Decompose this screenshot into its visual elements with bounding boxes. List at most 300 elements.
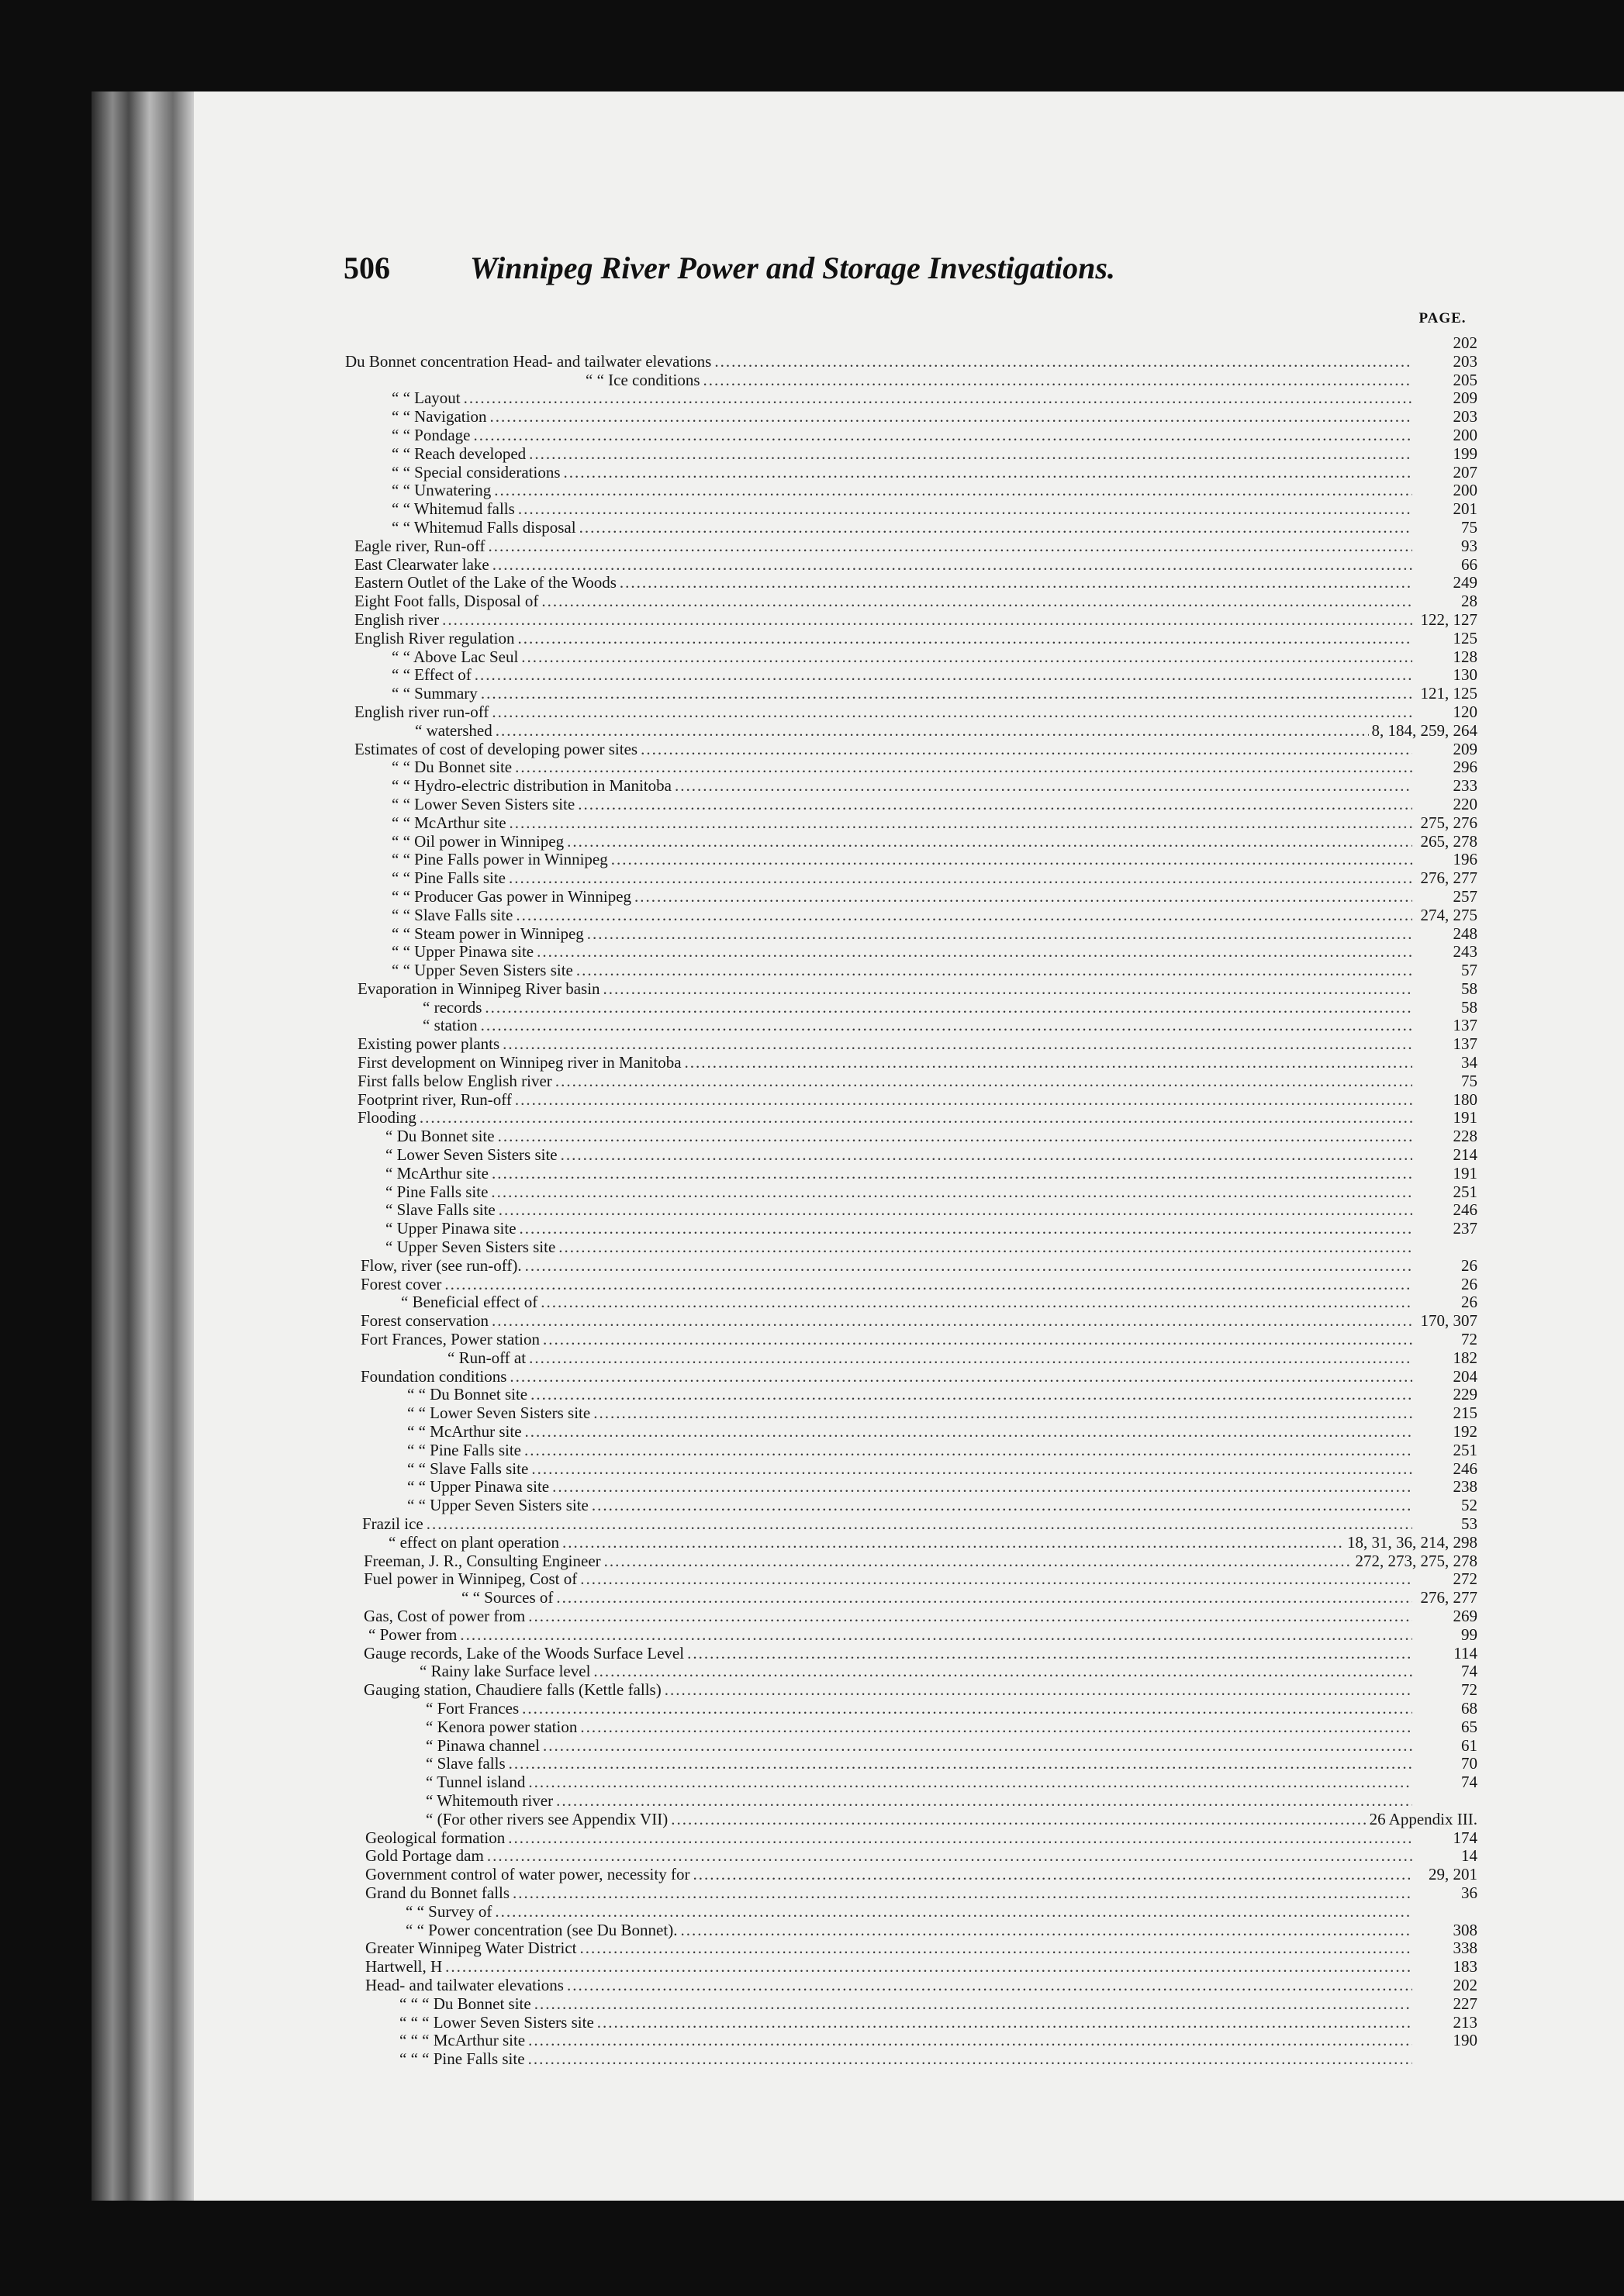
index-entry — [345, 464, 1477, 482]
index-entry-text: Forest conservation — [361, 1311, 489, 1331]
leader-dots — [515, 758, 1412, 777]
index-entry — [345, 2050, 1477, 2069]
index-entry-page: 215 — [1453, 1403, 1477, 1423]
leader-dots — [420, 1109, 1412, 1127]
index-entry-page: 121, 125 — [1420, 684, 1477, 703]
leader-dots — [445, 1958, 1412, 1977]
index-entry-page: 276, 277 — [1420, 1588, 1477, 1607]
index-entry — [345, 500, 1477, 519]
index-entry — [345, 445, 1477, 464]
index-entry-page: 246 — [1453, 1200, 1477, 1220]
leader-dots — [555, 1072, 1412, 1091]
index-entry-page: 191 — [1453, 1163, 1477, 1183]
index-entry-text: “ “ Steam power in Winnipeg — [392, 924, 584, 943]
index-entry-page: 251 — [1453, 1182, 1477, 1201]
leader-dots — [492, 703, 1412, 722]
index-entry — [345, 814, 1477, 833]
index-entry-text: Existing power plants — [358, 1034, 500, 1054]
index-entry-page: 308 — [1453, 1920, 1477, 1939]
index-entry-page: 93 — [1461, 536, 1477, 555]
index-entry-text: “ “ “ McArthur site — [399, 2031, 526, 2050]
leader-dots — [680, 1921, 1412, 1940]
leader-dots — [528, 1773, 1412, 1792]
index-entry-text: English River regulation — [354, 628, 515, 647]
index-entry — [345, 962, 1477, 980]
index-entry-page: 36 — [1461, 1883, 1477, 1902]
index-entry — [345, 1515, 1477, 1534]
leader-dots — [587, 925, 1412, 944]
leader-dots — [534, 1995, 1412, 2014]
index-entry-page: 57 — [1461, 961, 1477, 980]
leader-dots — [492, 1312, 1412, 1331]
leader-dots — [687, 1645, 1412, 1663]
leader-dots — [464, 389, 1412, 408]
leader-dots — [597, 2014, 1412, 2032]
index-entry-text: “ “ Pine Falls site — [407, 1440, 521, 1459]
index-entry — [345, 1995, 1477, 2014]
leader-dots — [675, 777, 1412, 796]
index-entry-page: 137 — [1453, 1034, 1477, 1054]
index-entry-text: “ “ Du Bonnet site — [407, 1385, 528, 1404]
index-entry-text: “ Slave falls — [426, 1754, 506, 1773]
index-entry-text: “ “ Slave Falls site — [392, 905, 513, 924]
leader-dots — [541, 592, 1412, 611]
index-entry-page: 114 — [1453, 1643, 1477, 1662]
index-entry-text: “ “ McArthur site — [392, 813, 506, 832]
leader-dots — [522, 1700, 1412, 1718]
index-entry-text: “ “ Sources of — [461, 1588, 554, 1607]
index-entry — [345, 648, 1477, 667]
index-entry — [345, 1829, 1477, 1848]
index-entry-text: Eight Foot falls, Disposal of — [354, 592, 539, 611]
leader-dots — [552, 1478, 1412, 1497]
index-entry-page: 18, 31, 36, 214, 298 — [1347, 1532, 1477, 1552]
index-entry-page: 227 — [1453, 1994, 1477, 2013]
index-entry — [345, 408, 1477, 426]
index-entry-page: 228 — [1453, 1127, 1477, 1146]
index-entry — [345, 1423, 1477, 1441]
index-entry — [345, 1755, 1477, 1773]
index-entry — [345, 925, 1477, 944]
leader-dots — [529, 445, 1412, 464]
index-entry-page: 233 — [1453, 776, 1477, 796]
index-entry-text: “ “ Du Bonnet site — [392, 758, 513, 777]
leader-dots — [714, 353, 1412, 371]
leader-dots — [530, 1386, 1412, 1404]
index-entry-text: Freeman, J. R., Consulting Engineer — [364, 1551, 601, 1570]
index-entry-page: 72 — [1461, 1330, 1477, 1349]
leader-dots — [495, 1903, 1412, 1921]
index-entry-text: “ “ Ice conditions — [586, 370, 700, 389]
index-entry-page: 29, 201 — [1429, 1865, 1477, 1884]
leader-dots — [543, 1737, 1412, 1756]
index-entry — [345, 758, 1477, 777]
index-entry-text: Estimates of cost of developing power sites — [354, 739, 638, 758]
leader-dots — [567, 1977, 1412, 1995]
leader-dots — [641, 741, 1412, 759]
index-entry-page: 58 — [1461, 979, 1477, 998]
index-entry — [345, 1589, 1477, 1607]
index-entry — [345, 537, 1477, 556]
leader-dots — [487, 1847, 1412, 1866]
index-entry — [345, 1146, 1477, 1165]
index-entry — [345, 1773, 1477, 1792]
index-entry-text: “ Upper Seven Sisters site — [385, 1238, 556, 1257]
index-entry-page: 122, 127 — [1420, 609, 1477, 629]
index-entry-page: 200 — [1453, 425, 1477, 444]
index-entry — [345, 1368, 1477, 1386]
leader-dots — [509, 869, 1412, 888]
index-entry-text: Eastern Outlet of the Lake of the Woods — [354, 573, 617, 592]
index-entry — [345, 1534, 1477, 1552]
index-entry — [345, 1645, 1477, 1663]
index-entry — [345, 1183, 1477, 1202]
index-entry-text: Head- and tailwater elevations — [365, 1975, 564, 1994]
leader-dots — [492, 1165, 1412, 1183]
index-entry-text: Greater Winnipeg Water District — [365, 1939, 577, 1958]
leader-dots — [489, 408, 1412, 426]
index-entry-page: 174 — [1453, 1828, 1477, 1847]
index-entry-text: “ “ Upper Pinawa site — [407, 1477, 550, 1497]
index-entry-page: 183 — [1453, 1957, 1477, 1977]
index-entry-text: “ effect on plant operation — [389, 1532, 560, 1552]
index-entry — [345, 1570, 1477, 1589]
index-entry-page: 130 — [1453, 665, 1477, 685]
index-entry — [345, 1220, 1477, 1238]
index-entry-text: “ “ Unwatering — [392, 481, 492, 500]
leader-dots — [561, 1146, 1412, 1165]
index-entry — [345, 574, 1477, 592]
index-entry-page: 26 — [1461, 1255, 1477, 1275]
index-entry-page: 99 — [1461, 1624, 1477, 1644]
index-entry-page: 182 — [1453, 1348, 1477, 1367]
index-entry — [345, 1718, 1477, 1737]
leader-dots — [494, 482, 1412, 500]
index-entry — [345, 1072, 1477, 1091]
index-entry-text: “ “ Pine Falls site — [392, 868, 506, 888]
index-entry-text: Gauging station, Chaudiere falls (Kettle falls) — [364, 1680, 662, 1700]
leader-dots — [460, 1626, 1412, 1645]
index-entry — [345, 906, 1477, 925]
leader-dots — [525, 1423, 1412, 1441]
index-entry-page: 66 — [1461, 554, 1477, 574]
index-entry — [345, 353, 1477, 371]
leader-dots — [525, 1257, 1412, 1276]
index-entry-page: 28 — [1461, 592, 1477, 611]
index-entry — [345, 592, 1477, 611]
index-entry-page: 269 — [1453, 1606, 1477, 1625]
index-entry-page: 192 — [1453, 1422, 1477, 1441]
index-entry-text: Flooding — [358, 1108, 416, 1127]
index-entry-page: 8, 184, 259, 264 — [1371, 720, 1477, 740]
index-entry — [345, 1737, 1477, 1756]
index-entry-page: 200 — [1453, 481, 1477, 500]
index-entry — [345, 1552, 1477, 1571]
index-entry-text: “ “ Effect of — [392, 665, 472, 685]
index-entry-page: 272 — [1453, 1569, 1477, 1589]
index-entry-page: 72 — [1461, 1680, 1477, 1700]
index-entry — [345, 1958, 1477, 1977]
index-entry — [345, 1349, 1477, 1368]
index-entry-page: 209 — [1453, 739, 1477, 758]
index-entry-page: 203 — [1453, 351, 1477, 371]
index-entry-page: 205 — [1453, 370, 1477, 389]
index-entry-page: 180 — [1453, 1089, 1477, 1109]
index-entry-page: 207 — [1453, 462, 1477, 482]
index-entry — [345, 833, 1477, 851]
index-entry-page: 75 — [1461, 1071, 1477, 1090]
index-entry-text: “ records — [423, 997, 482, 1017]
leader-dots — [491, 1183, 1412, 1202]
leader-dots — [481, 1017, 1412, 1035]
leader-dots — [503, 1035, 1412, 1054]
leader-dots — [509, 1755, 1412, 1773]
index-entry — [345, 1460, 1477, 1479]
index-entry-text: “ Lower Seven Sisters site — [385, 1145, 558, 1165]
index-entry — [345, 1921, 1477, 1940]
index-entry-text: “ Du Bonnet site — [385, 1127, 495, 1146]
leader-dots — [611, 851, 1412, 869]
leader-dots — [593, 1662, 1412, 1681]
index-list — [345, 334, 1477, 2069]
index-entry-text: “ “ Survey of — [406, 1901, 492, 1921]
index-entry — [345, 1165, 1477, 1183]
index-entry-page: 65 — [1461, 1717, 1477, 1736]
index-entry — [345, 630, 1477, 648]
index-entry-page: 75 — [1461, 517, 1477, 537]
index-entry — [345, 1811, 1477, 1829]
index-entry-page: 52 — [1461, 1496, 1477, 1515]
index-entry-page: 26 — [1461, 1293, 1477, 1312]
index-entry-text: “ “ Whitemud falls — [392, 499, 515, 519]
index-entry-text: “ “ Pine Falls power in Winnipeg — [392, 850, 608, 869]
index-entry — [345, 611, 1477, 630]
index-entry-page: 275, 276 — [1420, 813, 1477, 832]
leader-dots — [543, 1331, 1412, 1349]
index-entry — [345, 1035, 1477, 1054]
leader-dots — [528, 2032, 1412, 2050]
index-entry-text: “ McArthur site — [385, 1163, 489, 1183]
index-entry-page: 248 — [1453, 924, 1477, 943]
index-entry-text: “ “ Special considerations — [392, 462, 561, 482]
index-entry-text: Grand du Bonnet falls — [365, 1883, 510, 1902]
index-entry-text: “ “ Producer Gas power in Winnipeg — [392, 886, 632, 906]
index-entry — [345, 2032, 1477, 2050]
index-entry-text: Fuel power in Winnipeg, Cost of — [364, 1569, 578, 1589]
index-entry-text: Gas, Cost of power from — [364, 1606, 526, 1625]
index-entry-page: 204 — [1453, 1366, 1477, 1386]
leader-dots — [520, 1220, 1412, 1238]
index-entry — [345, 1257, 1477, 1276]
index-entry-text: “ Whitemouth river — [426, 1790, 554, 1810]
index-entry-text: Evaporation in Winnipeg River basin — [358, 979, 600, 998]
index-entry — [345, 685, 1477, 703]
index-entry — [345, 2014, 1477, 2032]
leader-dots — [475, 666, 1412, 685]
leader-dots — [508, 1829, 1412, 1848]
index-entry — [345, 1054, 1477, 1072]
index-entry-text: “ Pinawa channel — [426, 1735, 540, 1755]
index-entry-page: 196 — [1453, 850, 1477, 869]
index-entry-page: 61 — [1461, 1735, 1477, 1755]
leader-dots — [485, 999, 1412, 1017]
index-entry-text: “ Rainy lake Surface level — [420, 1662, 591, 1681]
index-entry-text: “ “ Lower Seven Sisters site — [407, 1403, 591, 1423]
index-entry-page: 201 — [1453, 499, 1477, 519]
index-entry-page: 238 — [1453, 1477, 1477, 1497]
leader-dots — [620, 574, 1412, 592]
index-entry — [345, 482, 1477, 500]
index-entry-text: First falls below English river — [358, 1071, 552, 1090]
index-entry-page: 53 — [1461, 1514, 1477, 1533]
leader-dots — [513, 1884, 1412, 1903]
index-entry-text: English river — [354, 609, 440, 629]
index-entry-text: First development on Winnipeg river in Manitoba — [358, 1053, 682, 1072]
index-entry-page: 214 — [1453, 1145, 1477, 1165]
index-entry — [345, 999, 1477, 1017]
leader-dots — [556, 1589, 1412, 1607]
page-number: 506 — [344, 250, 390, 285]
index-entry-page: 199 — [1453, 444, 1477, 463]
leader-dots — [564, 464, 1412, 482]
index-entry-page: 68 — [1461, 1698, 1477, 1718]
index-entry-text: “ “ Whitemud Falls disposal — [392, 517, 576, 537]
index-entry-page: 213 — [1453, 2012, 1477, 2032]
index-entry-text: Gold Portage dam — [365, 1846, 484, 1866]
index-entry-page: 338 — [1453, 1939, 1477, 1958]
index-entry-text: “ Pine Falls site — [385, 1182, 489, 1201]
index-entry — [345, 1497, 1477, 1515]
index-entry-text: “ “ Upper Pinawa site — [392, 942, 534, 962]
index-entry — [345, 1847, 1477, 1866]
index-entry — [345, 519, 1477, 537]
index-entry-page: 246 — [1453, 1459, 1477, 1478]
index-entry — [345, 1607, 1477, 1626]
leader-dots — [515, 1091, 1412, 1110]
index-entry-text: Flow, river (see run-off). — [361, 1255, 522, 1275]
index-entry — [345, 1276, 1477, 1294]
index-entry-text: Eagle river, Run-off — [354, 536, 485, 555]
index-entry — [345, 1441, 1477, 1460]
index-entry-page: 34 — [1461, 1053, 1477, 1072]
index-entry-page: 203 — [1453, 407, 1477, 426]
leader-dots — [567, 833, 1412, 851]
index-entry-page: 120 — [1453, 702, 1477, 721]
index-entry — [345, 722, 1477, 741]
index-entry-page: 70 — [1461, 1754, 1477, 1773]
leader-dots — [496, 722, 1369, 741]
index-entry-text: “ “ “ Lower Seven Sisters site — [399, 2012, 594, 2032]
index-entry-page: 74 — [1461, 1662, 1477, 1681]
index-entry-text: “ Power from — [368, 1624, 458, 1644]
index-entry-text: “ “ Summary — [392, 684, 478, 703]
index-entry-text: “ “ Oil power in Winnipeg — [392, 831, 565, 851]
leader-dots — [492, 556, 1412, 575]
page-column-heading: PAGE. — [1418, 310, 1467, 326]
index-entry — [345, 1331, 1477, 1349]
index-entry-text: “ Fort Frances — [426, 1698, 520, 1718]
index-entry-page: 202 — [1453, 333, 1477, 352]
index-entry-page: 58 — [1461, 997, 1477, 1017]
index-entry-text: “ Run-off at — [447, 1348, 527, 1367]
index-entry — [345, 1662, 1477, 1681]
index-entry-text: “ “ Navigation — [392, 407, 487, 426]
index-entry — [345, 796, 1477, 814]
leader-dots — [580, 1718, 1412, 1737]
leader-dots — [579, 519, 1412, 537]
index-entry-text: Hartwell, H — [365, 1957, 443, 1977]
leader-dots — [528, 1607, 1412, 1626]
index-entry-text: “ “ Upper Seven Sisters site — [392, 961, 573, 980]
book-page-edge — [92, 91, 208, 2201]
index-entry — [345, 1884, 1477, 1903]
index-entry — [345, 426, 1477, 445]
leader-dots — [541, 1293, 1412, 1312]
index-entry-text: Geological formation — [365, 1828, 506, 1847]
leader-dots — [529, 1349, 1412, 1368]
leader-dots — [693, 1866, 1412, 1884]
index-entry-text: “ “ Above Lac Seul — [392, 647, 519, 666]
index-entry — [345, 1478, 1477, 1497]
index-entry-page: 26 Appendix III. — [1369, 1809, 1477, 1828]
index-entry-page: 74 — [1461, 1773, 1477, 1792]
index-entry-text: “ station — [423, 1016, 478, 1035]
index-entry — [345, 869, 1477, 888]
index-entry-text: “ “ Pondage — [392, 425, 471, 444]
index-entry-text: “ “ McArthur site — [407, 1422, 522, 1441]
leader-dots — [510, 814, 1412, 833]
index-entry — [345, 1404, 1477, 1423]
leader-dots — [517, 630, 1412, 648]
running-title: Winnipeg River Power and Storage Investigations. — [470, 250, 1115, 285]
leader-dots — [531, 1460, 1412, 1479]
index-entry-text: “ “ Layout — [392, 388, 461, 408]
index-entry-text: “ “ “ Du Bonnet site — [399, 1994, 531, 2013]
index-entry-text: “ “ Upper Seven Sisters site — [407, 1496, 589, 1515]
index-entry-text: Footprint river, Run-off — [358, 1089, 512, 1109]
index-entry — [345, 1903, 1477, 1921]
index-entry — [345, 1201, 1477, 1220]
index-entry-text: “ Upper Pinawa site — [385, 1219, 517, 1238]
index-entry-page: 243 — [1453, 942, 1477, 962]
index-entry-page: 296 — [1453, 758, 1477, 777]
leader-dots — [528, 2050, 1412, 2069]
leader-dots — [516, 906, 1412, 925]
leader-dots — [518, 500, 1412, 519]
index-entry-text: English river run-off — [354, 702, 489, 721]
leader-dots — [521, 648, 1412, 667]
index-entry-text: “ “ Reach developed — [392, 444, 527, 463]
index-entry-text: “ Tunnel island — [426, 1773, 526, 1792]
index-entry — [345, 1238, 1477, 1257]
leader-dots — [578, 796, 1412, 814]
index-entry-text: “ Beneficial effect of — [401, 1293, 538, 1312]
index-entry — [345, 1312, 1477, 1331]
index-entry-page: 265, 278 — [1420, 831, 1477, 851]
index-entry-text: “ “ Lower Seven Sisters site — [392, 794, 575, 813]
index-entry — [345, 1626, 1477, 1645]
index-entry-page: 209 — [1453, 388, 1477, 408]
index-entry — [345, 851, 1477, 869]
index-entry — [345, 389, 1477, 408]
index-entry — [345, 1939, 1477, 1958]
index-entry — [345, 1127, 1477, 1146]
index-entry — [345, 1681, 1477, 1700]
index-entry-page: 202 — [1453, 1975, 1477, 1994]
index-entry — [345, 777, 1477, 796]
index-entry-page: 272, 273, 275, 278 — [1355, 1551, 1477, 1570]
index-entry-text: “ (For other rivers see Appendix VII) — [426, 1809, 669, 1828]
